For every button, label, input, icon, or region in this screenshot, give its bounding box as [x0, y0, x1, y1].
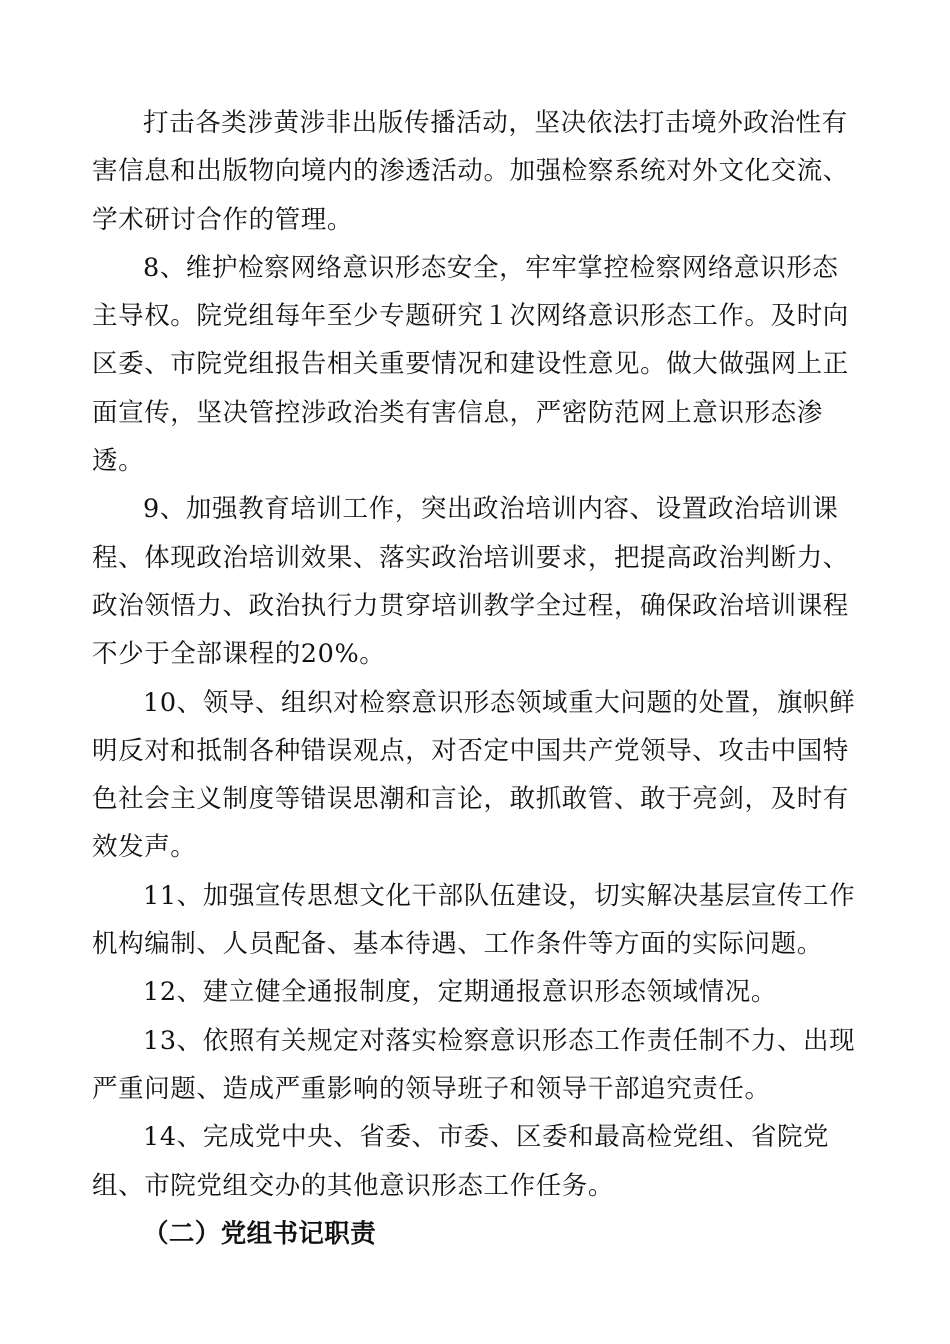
- paragraph-intro: 打击各类涉黄涉非出版传播活动，坚决依法打击境外政治性有害信息和出版物向境内的渗透活动。加强检察系统对外文化交流、学术研讨合作的管理。: [92, 108, 849, 235]
- document-body: [92, 99, 862, 1258]
- paragraph-item-11: 11、加强宣传思想文化干部队伍建设，切实解决基层宣传工作机构编制、人员配备、基本待遇、工作条件等方面的实际问题。: [92, 880, 856, 960]
- paragraph-item-14: 14、完成党中央、省委、市委、区委和最高检党组、省院党组、市院党组交办的其他意识形态工作任务。: [92, 1122, 830, 1201]
- paragraph-item-9: 9、加强教育培训工作，突出政治培训内容、设置政治培训课程、体现政治培训效果、落实政治培训要求，把提高政治判断力、政治领悟力、政治执行力贯穿培训教学全过程，确保政治培训课程不少于全部课程的20%。: [92, 494, 849, 670]
- paragraph-item-10: 10、领导、组织对检察意识形态领域重大问题的处置，旗帜鲜明反对和抵制各种错误观点，对否定中国共产党领导、攻击中国特色社会主义制度等错误思潮和言论，敢抓敢管、敢于亮剑，及时有效发声。: [92, 687, 856, 863]
- section-heading: （二）党组书记职责: [143, 1218, 377, 1249]
- paragraph-item-13: 13、依照有关规定对落实检察意识形态工作责任制不力、出现严重问题、造成严重影响的领导班子和领导干部追究责任。: [92, 1025, 856, 1104]
- paragraph-item-8: 8、维护检察网络意识形态安全，牢牢掌控检察网络意识形态主导权。院党组每年至少专题研究１次网络意识形态工作。及时向区委、市院党组报告相关重要情况和建设性意见。做大做强网上正面宣传，坚决管控涉政治类有害信息，严密防范网上意识形态渗透。: [92, 252, 849, 477]
- paragraph-item-12: 12、建立健全通报制度，定期通报意识形态领域情况。: [143, 977, 777, 1008]
